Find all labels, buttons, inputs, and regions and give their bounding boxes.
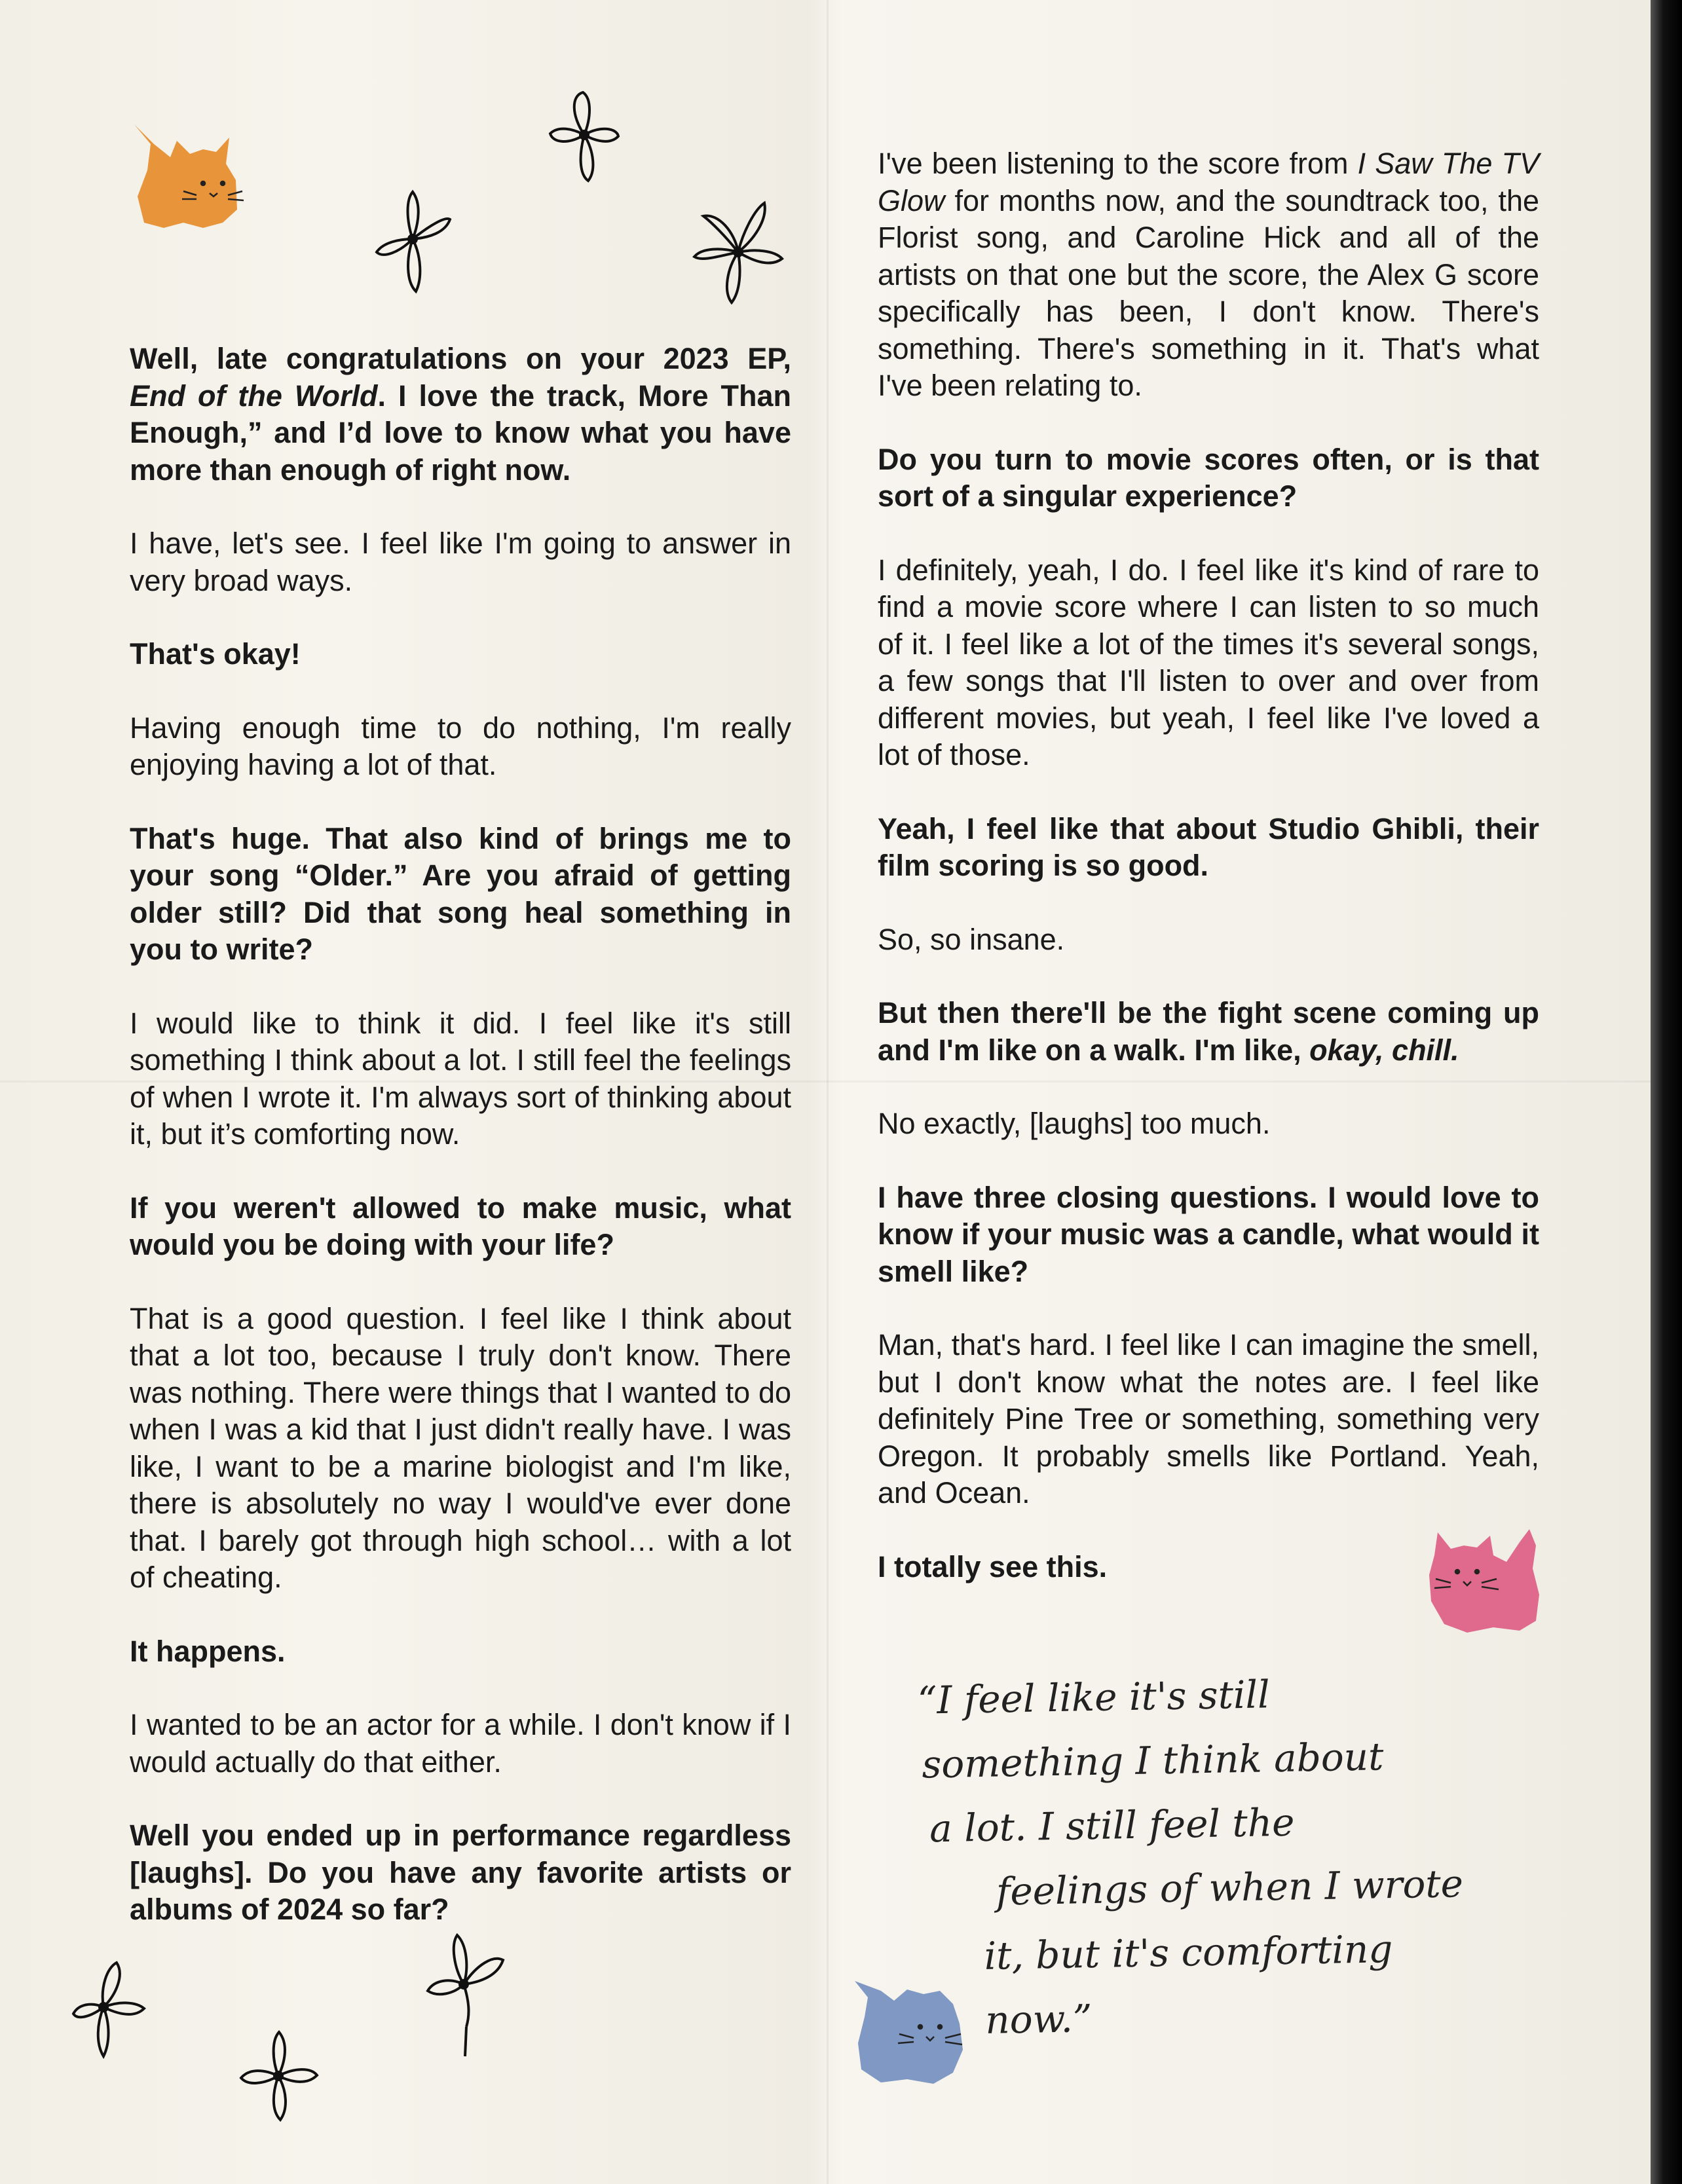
- interview-answer: [878, 145, 1539, 405]
- interview-answer: [878, 1327, 1539, 1512]
- interview-question: [130, 1633, 791, 1671]
- interview-left-column: [130, 341, 791, 1965]
- interview-question: [130, 1817, 791, 1929]
- paragraph-text: Having enough time to do nothing, I'm really enjoying having a lot of that.: [130, 711, 791, 781]
- paragraph-text: No exactly, [laughs] too much.: [878, 1107, 1271, 1140]
- doodle-flower-icon: [545, 89, 624, 187]
- interview-answer: [130, 710, 791, 784]
- interview-question: [130, 636, 791, 673]
- paragraph-text: I have three closing questions. I would love to know if your music was a candle, what would it smell like?: [878, 1180, 1539, 1288]
- quote-line: it, but it's comforting now.”: [984, 1927, 1393, 2043]
- interview-answer: [130, 1005, 791, 1153]
- paragraph-text: That is a good question. I feel like I think about that a lot too, because I truly don't know. There was nothing. There were things that I wanted to do when I was a kid that I just didn't really have. I was like, I want to be a marine biologist and I'm like, there is absolutely no way I would've ever done that. I barely got through high school… with a lot of cheating.: [130, 1301, 791, 1594]
- paragraph-text: That's okay!: [130, 637, 301, 671]
- interview-question: [878, 995, 1539, 1069]
- interview-answer: [878, 921, 1539, 959]
- paragraph-text: It happens.: [130, 1634, 286, 1668]
- orange-cat: [124, 118, 255, 232]
- paragraph-text: I wanted to be an actor for a while. I don't know if I would actually do that either.: [130, 1708, 791, 1779]
- interview-answer: [130, 1301, 791, 1597]
- paragraph-text: for months now, and the soundtrack too, the Florist song, and Caroline Hick and all of the artists on that one but the score, the Alex G score specifically has been, I don't know. There's something. There's something in it. That's what I've been relating to.: [878, 183, 1539, 402]
- paragraph-text: I would like to think it did. I feel like it's still something I think about a lot. I still feel the feelings of when I wrote it. I'm always sort of thinking about it, but it’s comforting now.: [130, 1006, 791, 1151]
- interview-answer: [130, 1707, 791, 1781]
- paragraph-text: Well you ended up in performance regardless [laughs]. Do you have any favorite artists or albums of 2024 so far?: [130, 1819, 791, 1926]
- interview-answer: [130, 525, 791, 599]
- paragraph-text: I have, let's see. I feel like I'm going to answer in very broad ways.: [130, 527, 791, 597]
- doodle-flower-icon: [689, 196, 787, 308]
- doodle-flower-icon: [71, 1955, 149, 2060]
- italic-text: I Saw The TV Glow: [878, 147, 1539, 217]
- paragraph-text: Man, that's hard. I feel like I can imagine the smell, but I don't know what the notes are. I feel like definitely Pine Tree or something, something very Oregon. It probably smells like Portland. Yeah, and Ocean.: [878, 1328, 1539, 1509]
- paragraph-text: I've been listening to the score from: [878, 147, 1358, 180]
- quote-line: something I think about: [921, 1734, 1384, 1787]
- interview-question: [878, 1549, 1539, 1586]
- paragraph-text: Well, late congratulations on your 2023 EP,: [130, 342, 791, 375]
- interview-question: [878, 1179, 1539, 1291]
- paragraph-text: But then there'll be the fight scene coming up and I'm like on a walk. I'm like,: [878, 996, 1539, 1067]
- interview-question: [878, 811, 1539, 885]
- handwritten-quote: [907, 1658, 1503, 2054]
- paragraph-text: If you weren't allowed to make music, what would you be doing with your life?: [130, 1191, 791, 1261]
- interview-question: [878, 441, 1539, 515]
- interview-answer: [878, 1105, 1539, 1143]
- quote-line: “I feel like it's still: [917, 1672, 1271, 1723]
- doodle-flower-icon: [236, 2027, 321, 2125]
- paper-fold-vertical: [827, 0, 829, 2184]
- quote-line: a lot. I still feel the: [929, 1800, 1295, 1851]
- paragraph-text: I totally see this.: [878, 1549, 1108, 1583]
- paragraph-text: That's huge. That also kind of brings me to your song “Older.” Are you afraid of getting older still? Did that song heal something in you to write?: [130, 821, 791, 966]
- interview-question: [130, 1190, 791, 1264]
- italic-text: End of the World: [130, 379, 378, 413]
- quote-line: feelings of when I wrote: [996, 1861, 1464, 1914]
- paragraph-text: . I love the track, More Than Enough,” and I’d love to know what you have more than enough of right now.: [130, 379, 791, 487]
- paragraph-text: Yeah, I feel like that about Studio Ghibli, their film scoring is so good.: [878, 811, 1539, 882]
- paper-edge-shadow: [1651, 0, 1682, 2184]
- interview-question: [130, 341, 791, 489]
- paragraph-text: So, so insane.: [878, 922, 1065, 956]
- paragraph-text: I definitely, yeah, I do. I feel like it's kind of rare to find a movie score where I can listen to so much of it. I feel like a lot of the times it's several songs, a few songs that I'll listen to over and over from different movies, but yeah, I feel like I've loved a lot of those.: [878, 553, 1539, 771]
- italic-text: okay, chill.: [1309, 1033, 1459, 1067]
- doodle-flower-icon: [370, 187, 455, 298]
- paragraph-text: Do you turn to movie scores often, or is that sort of a singular experience?: [878, 442, 1539, 513]
- interview-right-column: [878, 145, 1539, 1622]
- interview-answer: [878, 552, 1539, 774]
- interview-question: [130, 821, 791, 969]
